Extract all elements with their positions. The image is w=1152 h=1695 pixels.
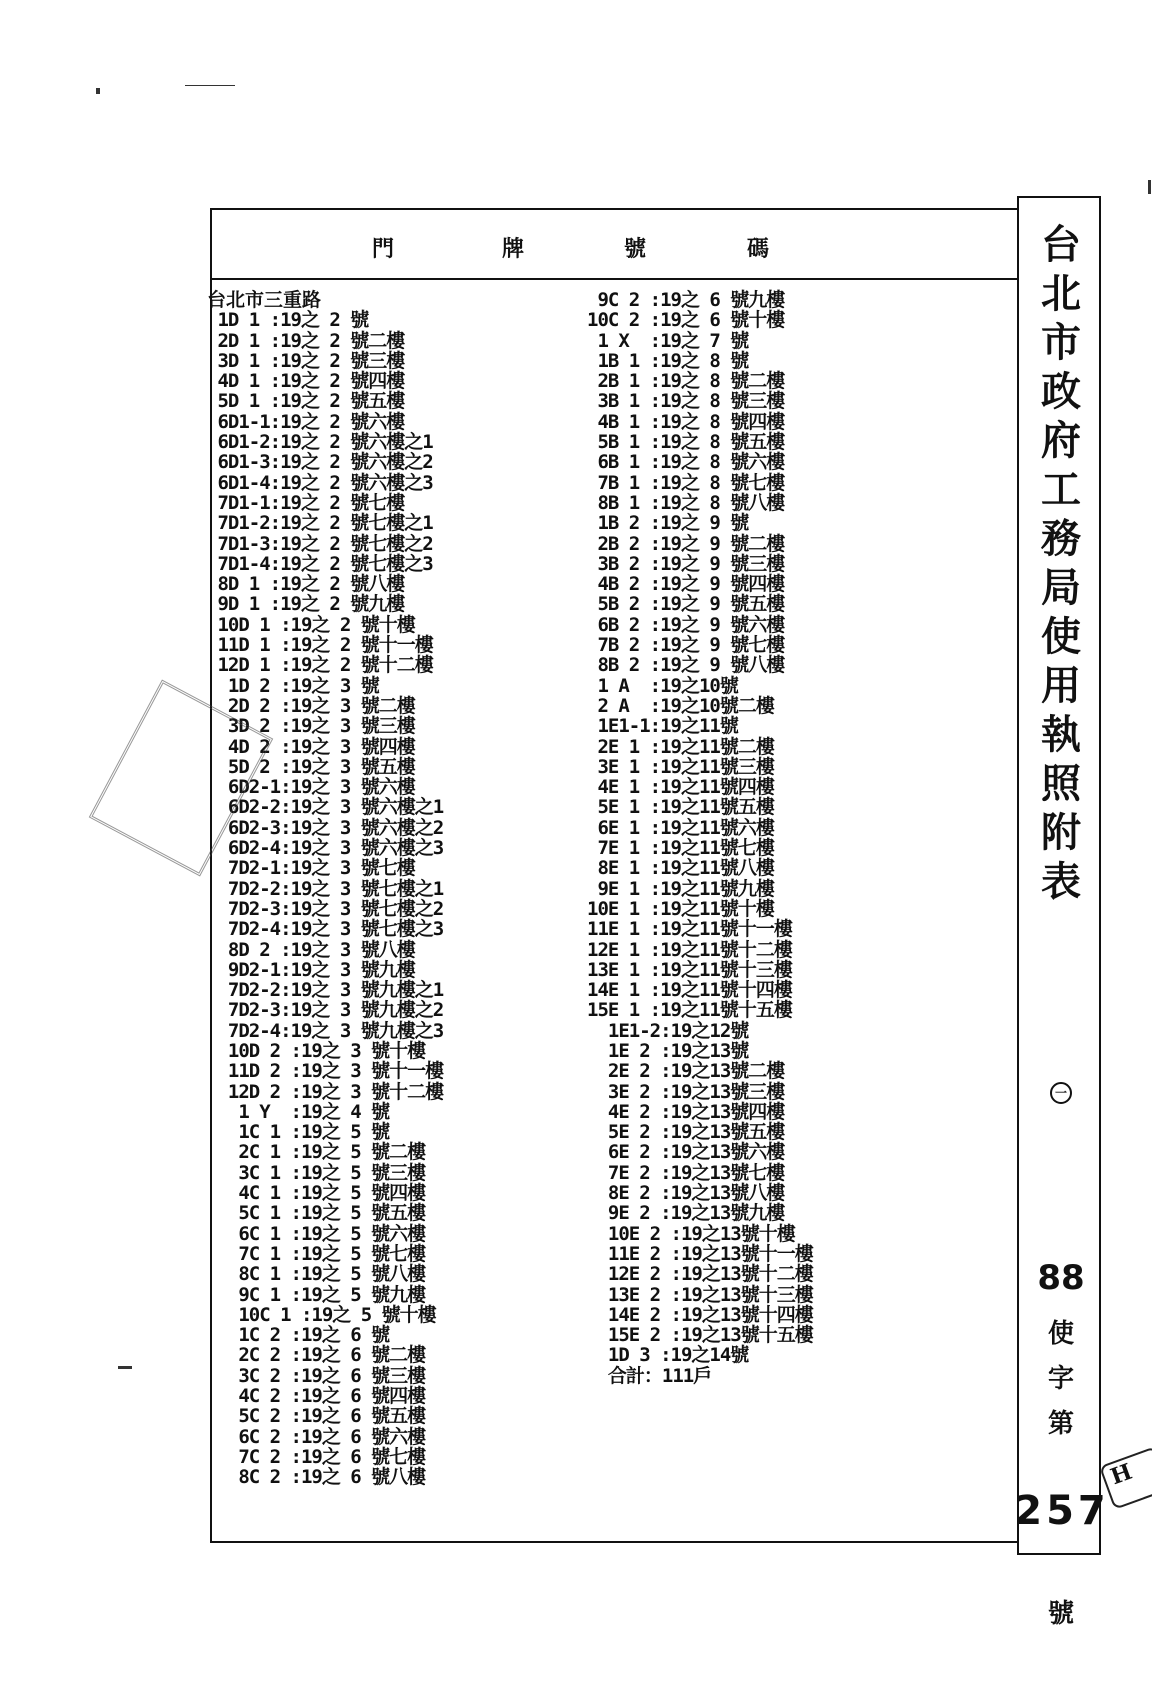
address-entry: 6E 2 :19之13號六樓 [587, 1141, 785, 1164]
address-entry: 7C 2 :19之 6 號七樓 [207, 1445, 426, 1468]
address-entry: 7D2-2:19之 3 號七樓之1 [207, 877, 444, 900]
address-entry: 8E 1 :19之11號八樓 [587, 857, 774, 880]
address-entry: 6D1-4:19之 2 號六樓之3 [207, 471, 433, 494]
address-entry: 7D2-4:19之 3 號七樓之3 [207, 918, 444, 941]
address-entry: 14E 1 :19之11號十四樓 [587, 979, 792, 1002]
address-entry: 10C 2 :19之 6 號十樓 [587, 309, 785, 332]
address-entry: 1E 2 :19之13號 [587, 1039, 749, 1062]
address-entry: 12D 1 :19之 2 號十二樓 [207, 654, 433, 677]
title-char: 市 [1041, 319, 1081, 366]
address-entry: 3E 2 :19之13號三樓 [587, 1080, 785, 1103]
address-entry: 4D 2 :19之 3 號四樓 [207, 735, 415, 758]
address-entry: 3C 2 :19之 6 號三樓 [207, 1364, 426, 1387]
address-entry: 7E 1 :19之11號七樓 [587, 837, 774, 860]
header-char-2: 牌 [502, 236, 525, 262]
title-char: 照 [1041, 760, 1081, 807]
address-entry: 8C 2 :19之 6 號八樓 [207, 1466, 426, 1489]
address-entry: 15E 2 :19之13號十五樓 [587, 1324, 813, 1347]
address-entry: 11E 1 :19之11號十一樓 [587, 918, 792, 941]
address-entry: 6D1-3:19之 2 號六樓之2 [207, 451, 433, 474]
scan-speck [185, 85, 235, 86]
address-entry: 2B 2 :19之 9 號二樓 [587, 532, 785, 555]
scan-speck [118, 1366, 132, 1369]
address-entry: 7B 2 :19之 9 號七樓 [587, 634, 785, 657]
address-entry: 2E 1 :19之11號二樓 [587, 735, 774, 758]
address-entry: 5E 1 :19之11號五樓 [587, 796, 774, 819]
permit-year: 88 [1037, 1258, 1085, 1298]
title-char: 北 [1041, 270, 1081, 317]
address-entry: 9E 1 :19之11號九樓 [587, 877, 774, 900]
address-entry: 4B 2 :19之 9 號四樓 [587, 573, 785, 596]
left-address-column [207, 290, 443, 1488]
address-entry: 7E 2 :19之13號七樓 [587, 1161, 785, 1184]
address-entry: 1 Y :19之 4 號 [207, 1100, 390, 1123]
address-entry: 2C 1 :19之 5 號二樓 [207, 1141, 426, 1164]
address-entry: 6E 1 :19之11號六樓 [587, 816, 774, 839]
address-entry: 8D 1 :19之 2 號八樓 [207, 573, 405, 596]
city-street-heading: 台北市三重路 [207, 289, 322, 311]
permit-number: 257 [1014, 1488, 1110, 1534]
address-entry: 4D 1 :19之 2 號四樓 [207, 370, 405, 393]
header-char-1: 門 [372, 236, 395, 262]
table-header [212, 210, 1017, 280]
address-entry: 13E 1 :19之11號十三樓 [587, 958, 792, 981]
address-entry: 6C 1 :19之 5 號六樓 [207, 1222, 426, 1245]
address-entry: 15E 1 :19之11號十五樓 [587, 999, 792, 1022]
address-entry: 7C 1 :19之 5 號七樓 [207, 1242, 426, 1265]
address-entry: 8C 1 :19之 5 號八樓 [207, 1263, 426, 1286]
permit-char-3: 第 [1047, 1409, 1074, 1439]
address-entry: 12E 1 :19之11號十二樓 [587, 938, 792, 961]
address-entry: 1E1-2:19之12號 [587, 1019, 749, 1042]
address-entry: 1 A :19之10號 [587, 674, 738, 697]
address-entry: 10D 2 :19之 3 號十樓 [207, 1039, 426, 1062]
address-entry: 1D 3 :19之14號 [587, 1344, 749, 1367]
address-entry: 6D2-3:19之 3 號六樓之2 [207, 816, 444, 839]
address-entry: 1D 2 :19之 3 號 [207, 674, 379, 697]
address-entry: 1 X :19之 7 號 [587, 329, 749, 352]
address-entry: 3B 1 :19之 8 號三樓 [587, 390, 785, 413]
address-entry: 8B 1 :19之 8 號八樓 [587, 491, 785, 514]
address-entry: 7D1-3:19之 2 號七樓之2 [207, 532, 433, 555]
address-entry: 12E 2 :19之13號十二樓 [587, 1263, 813, 1286]
address-entry: 4E 1 :19之11號四樓 [587, 776, 774, 799]
address-entry: 5B 2 :19之 9 號五樓 [587, 593, 785, 616]
header-char-3: 號 [624, 236, 647, 262]
address-entry: 10E 2 :19之13號十樓 [587, 1222, 795, 1245]
address-entry: 2E 2 :19之13號二樓 [587, 1060, 785, 1083]
address-entry: 10C 1 :19之 5 號十樓 [207, 1303, 436, 1326]
address-entry: 6D2-4:19之 3 號六樓之3 [207, 837, 444, 860]
address-entry: 1B 1 :19之 8 號 [587, 349, 749, 372]
corner-stamp-text: H [1107, 1458, 1136, 1491]
address-entry: 6D1-2:19之 2 號六樓之1 [207, 431, 433, 454]
address-entry: 7D1-1:19之 2 號七樓 [207, 491, 405, 514]
title-char: 府 [1041, 417, 1081, 464]
part-number: 一 [1050, 1082, 1072, 1104]
address-entry: 1C 2 :19之 6 號 [207, 1324, 390, 1347]
permit-char-1: 使 [1047, 1319, 1074, 1349]
address-entry: 2C 2 :19之 6 號二樓 [207, 1344, 426, 1367]
address-entry: 8E 2 :19之13號八樓 [587, 1182, 785, 1205]
address-entry: 2 A :19之10號二樓 [587, 694, 774, 717]
address-entry: 1B 2 :19之 9 號 [587, 512, 749, 535]
title-char: 表 [1041, 858, 1081, 905]
permit-char-2: 字 [1047, 1364, 1074, 1394]
header-char-4: 碼 [747, 236, 770, 262]
address-entry: 7D2-3:19之 3 號九樓之2 [207, 999, 444, 1022]
address-entry: 9D2-1:19之 3 號九樓 [207, 958, 415, 981]
address-entry: 7D2-4:19之 3 號九樓之3 [207, 1019, 444, 1042]
address-entry: 10D 1 :19之 2 號十樓 [207, 613, 415, 636]
address-entry: 9C 1 :19之 5 號九樓 [207, 1283, 426, 1306]
address-entry: 3E 1 :19之11號三樓 [587, 755, 774, 778]
address-entry: 5E 2 :19之13號五樓 [587, 1121, 785, 1144]
title-char: 工 [1041, 466, 1081, 513]
address-entry: 4E 2 :19之13號四樓 [587, 1100, 785, 1123]
address-entry: 7D1-4:19之 2 號七樓之3 [207, 552, 433, 575]
address-entry: 6C 2 :19之 6 號六樓 [207, 1425, 426, 1448]
side-title-panel [1014, 196, 1110, 1629]
title-char: 使 [1041, 613, 1081, 660]
address-entry: 2D 2 :19之 3 號二樓 [207, 694, 415, 717]
title-char: 務 [1041, 515, 1081, 562]
address-entry: 6B 1 :19之 8 號六樓 [587, 451, 785, 474]
title-char: 台 [1041, 221, 1081, 268]
address-entry: 11E 2 :19之13號十一樓 [587, 1242, 813, 1265]
address-entry: 12D 2 :19之 3 號十二樓 [207, 1080, 444, 1103]
address-entry: 11D 2 :19之 3 號十一樓 [207, 1060, 444, 1083]
address-entry: 5C 2 :19之 6 號五樓 [207, 1405, 426, 1428]
address-entry: 3D 2 :19之 3 號三樓 [207, 715, 415, 738]
address-entry: 2B 1 :19之 8 號二樓 [587, 370, 785, 393]
address-entry: 5D 1 :19之 2 號五樓 [207, 390, 405, 413]
address-entry: 9D 1 :19之 2 號九樓 [207, 593, 405, 616]
address-entry: 合計：111戶 [587, 1364, 712, 1387]
address-entry: 7B 1 :19之 8 號七樓 [587, 471, 785, 494]
address-entry: 1E1-1:19之11號 [587, 715, 738, 738]
address-entry: 6D2-1:19之 3 號六樓 [207, 776, 415, 799]
title-char: 附 [1041, 809, 1081, 856]
address-entry: 5C 1 :19之 5 號五樓 [207, 1202, 426, 1225]
address-entry: 8D 2 :19之 3 號八樓 [207, 938, 415, 961]
address-entry: 14E 2 :19之13號十四樓 [587, 1303, 813, 1326]
address-entry: 13E 2 :19之13號十三樓 [587, 1283, 813, 1306]
address-entry: 9E 2 :19之13號九樓 [587, 1202, 785, 1225]
address-entry: 4C 2 :19之 6 號四樓 [207, 1385, 426, 1408]
part-marker [1019, 1078, 1103, 1104]
scan-speck [96, 88, 100, 94]
address-entry: 3B 2 :19之 9 號三樓 [587, 552, 785, 575]
address-entry: 2D 1 :19之 2 號二樓 [207, 329, 405, 352]
permit-suffix: 號 [1047, 1599, 1074, 1629]
address-entry: 7D2-3:19之 3 號七樓之2 [207, 897, 444, 920]
permit-appendix-table [207, 208, 1110, 1629]
title-char: 執 [1041, 711, 1081, 758]
address-entry: 3C 1 :19之 5 號三樓 [207, 1161, 426, 1184]
address-entry: 6B 2 :19之 9 號六樓 [587, 613, 785, 636]
title-char: 局 [1041, 564, 1081, 611]
address-entry: 5B 1 :19之 8 號五樓 [587, 431, 785, 454]
title-char: 政 [1041, 368, 1081, 415]
address-entry: 4C 1 :19之 5 號四樓 [207, 1182, 426, 1205]
right-address-column [587, 290, 813, 1386]
vertical-title [1019, 220, 1103, 906]
address-entry: 10E 1 :19之11號十樓 [587, 897, 774, 920]
address-entry: 1D 1 :19之 2 號 [207, 309, 369, 332]
address-entry: 7D2-1:19之 3 號七樓 [207, 857, 415, 880]
address-entry: 7D2-2:19之 3 號九樓之1 [207, 979, 444, 1002]
address-entry: 1C 1 :19之 5 號 [207, 1121, 390, 1144]
address-entry: 6D1-1:19之 2 號六樓 [207, 410, 405, 433]
title-char: 用 [1041, 662, 1081, 709]
address-entry: 7D1-2:19之 2 號七樓之1 [207, 512, 433, 535]
address-entry: 4B 1 :19之 8 號四樓 [587, 410, 785, 433]
address-entry: 8B 2 :19之 9 號八樓 [587, 654, 785, 677]
address-entry: 9C 2 :19之 6 號九樓 [587, 289, 785, 311]
address-entry: 6D2-2:19之 3 號六樓之1 [207, 796, 444, 819]
address-entry: 11D 1 :19之 2 號十一樓 [207, 634, 433, 657]
address-entry: 5D 2 :19之 3 號五樓 [207, 755, 415, 778]
address-entry: 3D 1 :19之 2 號三樓 [207, 349, 405, 372]
scan-speck [1148, 180, 1151, 194]
